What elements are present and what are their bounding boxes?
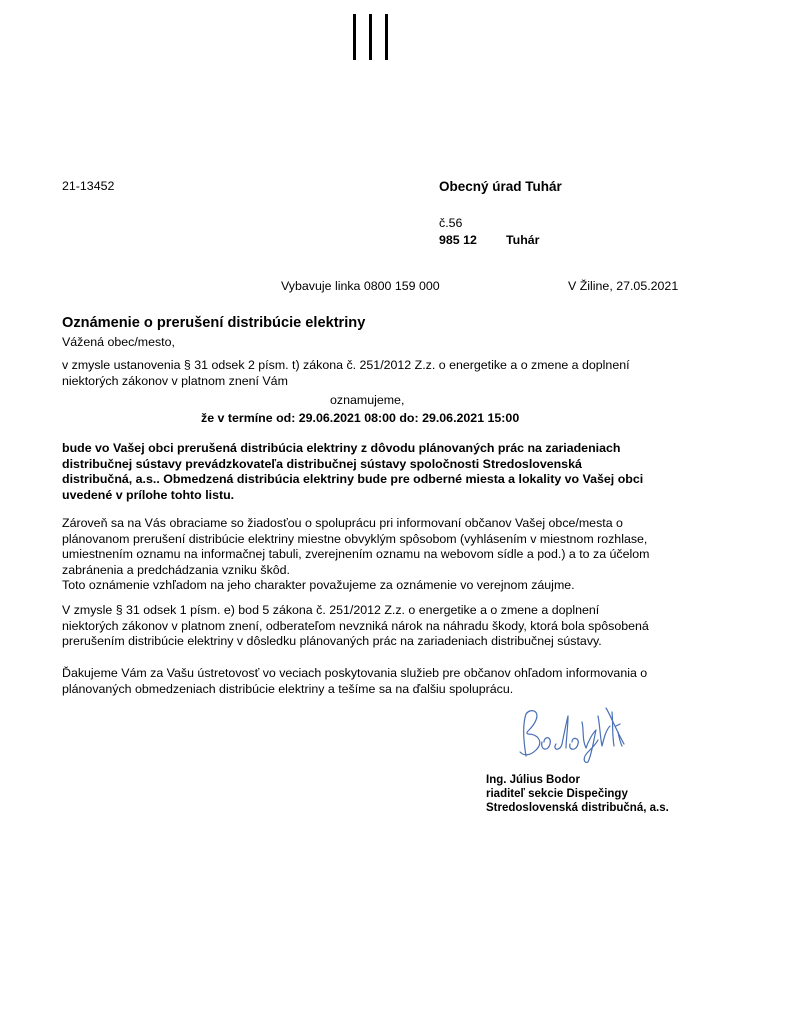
paragraph-line: Toto oznámenie vzhľadom na jeho charakter považujeme za oznámenie vo verejnom záujme.	[62, 578, 575, 592]
law-paragraph	[62, 603, 649, 650]
thanks-paragraph	[62, 666, 647, 697]
recipient-name: Obecný úrad Tuhár	[439, 179, 562, 194]
signatory-position: riaditeľ sekcie Dispečingy	[486, 788, 628, 800]
paragraph-line: zabránenia a predchádzania vzniku škôd.	[62, 562, 290, 577]
paragraph-line: niektorých zákonov v platnom znení, odberateľom nevzniká nárok na náhradu škody, ktorá bola spôsobená	[62, 618, 649, 633]
term-line: že v termíne od: 29.06.2021 08:00 do: 29.06.2021 15:00	[201, 411, 520, 425]
signatory-name: Ing. Július Bodor	[486, 774, 580, 786]
intro-line: v zmysle ustanovenia § 31 odsek 2 písm. t) zákona č. 251/2012 Z.z. o energetike a o zmene a doplnení	[62, 358, 630, 372]
salutation: Vážená obec/mesto,	[62, 335, 175, 349]
handwritten-signature	[512, 704, 634, 766]
signatory-company: Stredoslovenská distribučná, a.s.	[486, 802, 669, 814]
paragraph-line: Zároveň sa na Vás obraciame so žiadosťou o spoluprácu pri informovaní občanov Vašej obce/mesta o	[62, 516, 623, 530]
paragraph-line: V zmysle § 31 odsek 1 písm. e) bod 5 zákona č. 251/2012 Z.z. o energetike a o zmene a doplnení	[62, 603, 600, 617]
announce-word: oznamujeme,	[330, 393, 405, 407]
cooperation-paragraph	[62, 516, 650, 594]
contact-line: Vybavuje linka 0800 159 000	[281, 279, 440, 293]
paragraph-line: umiestnením oznamu na informačnej tabuli, zverejnením oznamu na webovom sídle a pod.) a to za účelom	[62, 547, 650, 561]
paragraph-line: uvedené v prílohe tohto listu.	[62, 487, 235, 502]
place-date: V Žiline, 27.05.2021	[568, 279, 679, 293]
paragraph-line: distribučná, a.s.. Obmedzená distribúcia elektriny bude pre odberné miesta a lokality vo Vašej obci	[62, 472, 644, 486]
interruption-paragraph	[62, 441, 643, 503]
paragraph-line: plánovanom prerušení distribúcie elektriny miestne obvyklým spôsobom (vyhlásením v miestnom rozhlase,	[62, 531, 648, 546]
barcode-marks	[353, 14, 389, 60]
recipient-postal-code: 985 12	[439, 233, 477, 247]
paragraph-line: distribučnej sústavy prevádzkovateľa distribučnej sústavy spoločnosti Stredoslovenská	[62, 456, 582, 471]
paragraph-line: bude vo Vašej obci prerušená distribúcia elektriny z dôvodu plánovaných prác na zariadeniach	[62, 441, 621, 455]
intro-paragraph	[62, 358, 630, 389]
subject-heading: Oznámenie o prerušení distribúcie elektriny	[62, 315, 366, 331]
reference-number: 21-13452	[62, 179, 115, 193]
paragraph-line: Ďakujeme Vám za Vašu ústretovosť vo veciach poskytovania služieb pre občanov ohľadom informovania o	[62, 666, 648, 680]
paragraph-line: prerušením distribúcie elektriny v dôsledku plánovaných prác na zariadeniach distribučnej sústavy.	[62, 634, 602, 648]
intro-line: niektorých zákonov v platnom znení Vám	[62, 373, 288, 388]
recipient-city: Tuhár	[506, 233, 540, 247]
paragraph-line: plánovaných obmedzeniach distribúcie elektriny a tešíme sa na ďalšiu spoluprácu.	[62, 681, 514, 696]
recipient-street: č.56	[439, 216, 463, 230]
